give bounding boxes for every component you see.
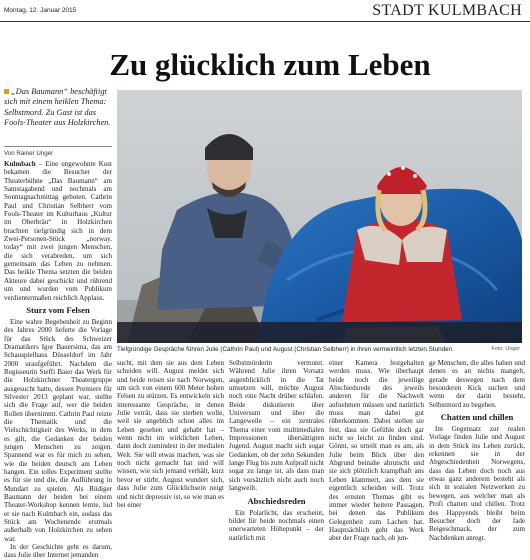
article-column-3 [229,359,324,542]
article-column-4 [329,359,424,543]
photo-credit: Foto: Unger [491,346,520,352]
caption-text: Tiefgründige Gespräche führen Julie (Cathrin Paul) und August (Christian Selbherr) in ihren vermeintlich letzten Stunden. [117,346,454,353]
teaser-marker-icon [4,89,9,94]
paragraph: Eine wahre Begebenheit zu Beginn des Jahres 2000 lieferte die Vorlage für das Stück des Schweizer Dramatikers Igor Bauersima, das am Schauspielhaus Düsseldorf im Jahr 2000 uraufgeführt. Nachdem die Regisseurin Steffi Baier das Werk für die Holzkirchner Theatergruppe ausgesucht hatte, dessen Premiere für Silvester 2013 geplant war, stellte sich die Frage auf, wer die beiden Rollen übernimmt. Cathrin Paul reizte die Thematik und die Vielschichtigkeit des Werks, in dem es gilt, die Gedanken der beiden jungen Menschen zu zeigen. Spannend war es für mich zu sehen, wie die beiden deutsch am Leben hangen. Ein tolles Experiment stellte es für sie und die, die Aufführung in Mundart zu spielen. Als Rüdiger Baumann der beiden bei einem Theater-Workshop kennen lernte, lud er sie nach Kulmbach ein, sodass das Stück am Wochenende erstmals außerhalb von Holzkirchen zu sehen war. [4,317,112,543]
paragraph: einer Kamera festgehalten werden muss. Wie überhaupt beide noch die jeweilige Abschiedsrede des jeweils anderen für die Nachwelt aufnehmen müssen und natürlich muss man dabei gut rüberkommen. Dabei stellen sie fest, dass sie Gefühle doch gar nicht so leicht zu finden sind. Gönnt, so urteilt man es am, als Julie beim Blick über den Abgrund beinahe abrutscht und sie sich plötzlich krampfhaft ans Leben klammert, aus dem sie eigentlich scheiden will. Trotz des ernsten Themas gibt es immer wieder heitere Passagen, bei denen das Publikum Gelegenheit zum Lachen hat. Hauptsächlich geht das Werk aber der Frage nach, ob jun- [329,359,424,543]
article-column-1 [4,160,112,560]
section-title: STADT KULMBACH [372,2,522,19]
article-column-5 [429,359,525,542]
byline: Von Rainer Unger [4,150,54,157]
dateline: Kulmbach [4,160,36,168]
paragraph: Im Gegensatz zur realen Vorlage finden Julie und August in dem Stück ins Leben zurück, erkennen sie in der Abgeschiedenheit Norwegens, dass das Leben doch noch aus etwas ganz anderem besteht als sich in sozialen Netzwerken zu bewegen, aus welcher man als Profi chatten und chillen. Trotz des Happyends bleibt beim Besucher doch der fade Beigeschmack, der zum Nachdenken anregt. [429,425,525,542]
photo-caption [117,346,522,353]
issue-date: Montag, 12. Januar 2015 [4,7,77,14]
paragraph: sucht, mit dem sie aus dem Leben scheiden will. August meldet sich und beide reisen sie nach Norwegen, um sich von einem 600 Meter hohen Felsen zu stürzen. Es entwickeln sich interessante Gespräche, in denen Julie verrät, dass sie sterben wolle, weil sie angeblich schon alles im Leben gesehen und gehabt hat – wenn nicht im wirklichen Leben, dann doch zumindest in der medialen Welt. Sie will etwas machen, was sie noch nicht gemacht hat und will wissen, wie sich jemand verhält, kurz bevor er stirbt. August wundert sich, dass Julie zum Glücklichsein neigt und nicht depressiv ist, so wie man es bei einer [117,359,224,509]
paragraph-text: – Eine ungewohnte Kost bekamen die Besucher der Theaterbühne „Das Baumann“ am Samstagabend und nochmals am Sonntagnachmittag geboten. Cathrin Paul und Christian Selbherr vom Fools-Theater im Kulturhaus „Kultur im Oberbräu“ in Holzkirchen brachten tiefgründig sich in dem Zwei-Personen-Stück „norway. today“ mit zwei jungen Menschen, die sich verabreden, um sich gemeinsam das Leben zu nehmen. Das heikle Thema setzten die beiden Akteure dabei geschickt und rührend um und wurden vom Publikum verdientermaßen reichlich Applaus. [4,160,113,302]
article-headline: Zu glücklich zum Leben [109,47,431,82]
article-column-2 [117,359,224,509]
article-teaser [4,87,112,129]
article-photo [117,90,522,343]
teaser-text: „Das Baumann“ beschäftigt sich mit einem heiklen Thema: Selbstmord. Zu Gast ist das Fools-Theater aus Holzkirchen. [4,87,111,128]
paragraph: Ein Polarlicht, das erscheint, bildet für beide nochmals einen unerwarteten Höhepunkt – der natürlich mit [229,508,324,542]
subheading: Chatten und chillen [440,412,514,423]
paragraph: Selbstmörderin vermutet. Während Julie ihren Vorsatz augenblicklich in die Tat umsetzen will, möchte August noch eine Nacht drüber schlafen. Beide diskutieren über Universum und über die Langeweile – ein zentrales Thema einer vom multimedialen Impressionen übersättigten Jugend. August macht sich sogar Gedanken, ob der zehn Sekunden lange Flug bis zum Aufprall nicht sogar zu lange ist, als dass man sich vorsätzlich nicht auch noch langweilt. [229,359,324,493]
stage-scene-illustration [117,90,522,343]
page-header [0,0,530,22]
subheading: Abschiedsreden [247,495,306,506]
paragraph: In der Geschichte geht es darum, dass Julie über Internet jemanden [4,543,112,560]
byline-divider [4,146,112,147]
paragraph [4,160,112,302]
paragraph: ge Menschen, die alles haben und denen es an nichts mangelt, gerade deswegen nach dem besonderen Kick suchen und wenn der darin besteht, Selbstmord zu begehen. [429,359,525,409]
subheading: Sturz vom Felsen [26,304,90,315]
